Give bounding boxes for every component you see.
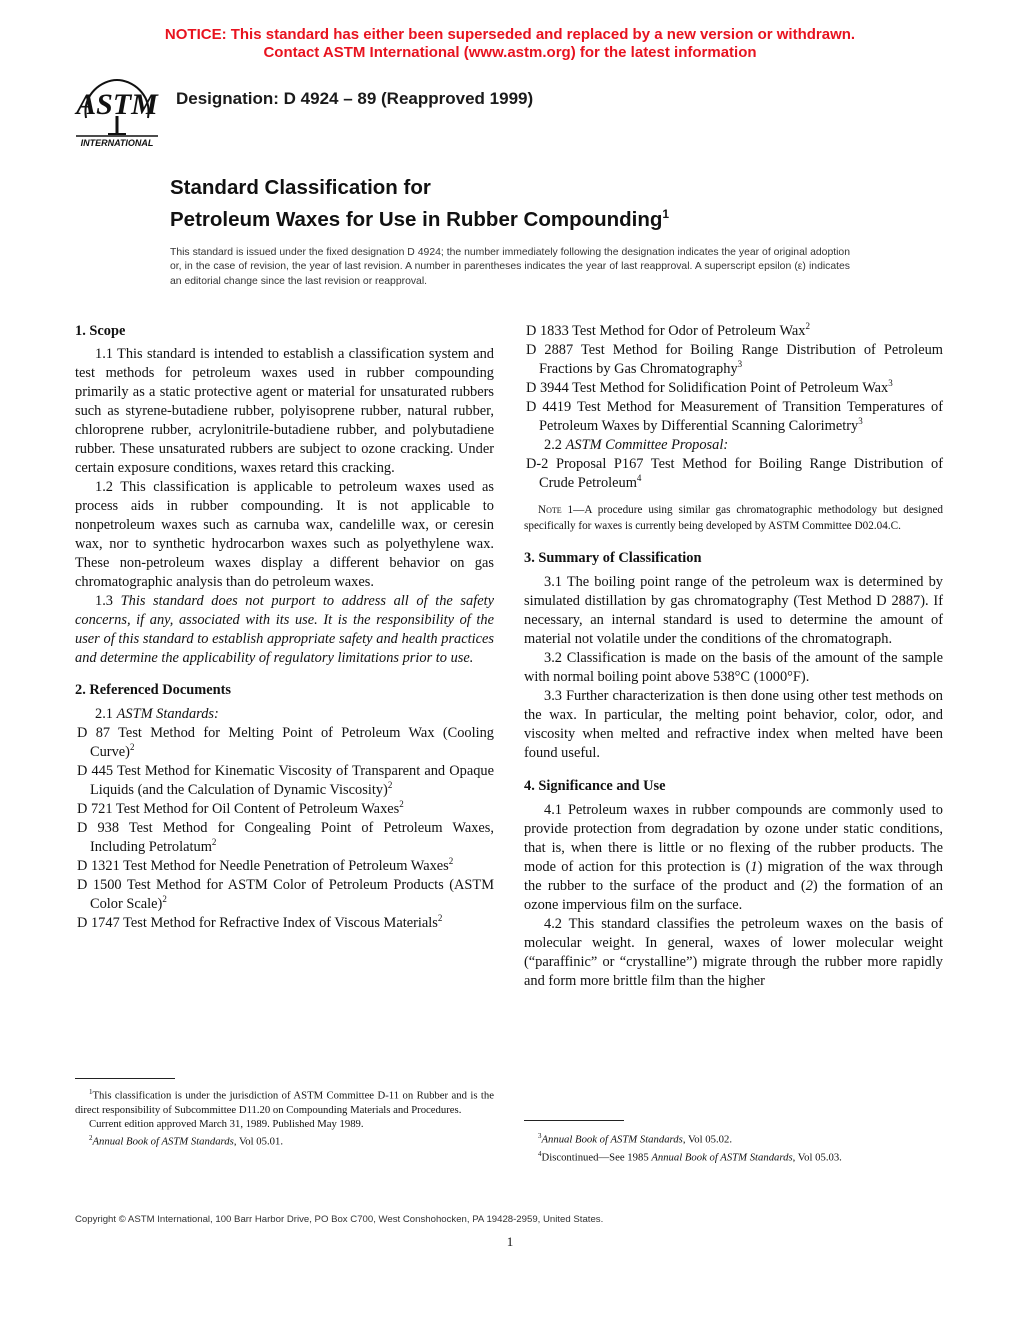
withdrawal-notice [0, 26, 1020, 62]
subsection-2-1-number: 2.1 [95, 706, 117, 722]
reference-item [524, 341, 943, 379]
footnote-3-rest: , Vol 05.02. [682, 1133, 733, 1146]
title-footnote-ref: 1 [662, 207, 670, 221]
notice-line-1: NOTICE: This standard has either been superseded and replaced by a new version or withdrawn. [164, 26, 856, 43]
reference-item [524, 379, 943, 398]
title-line-1: Standard Classification for [170, 176, 431, 199]
reference-sup: 3 [888, 378, 893, 389]
subsection-2-2-number: 2.2 [544, 437, 566, 453]
section-1-heading: 1. Scope [75, 323, 126, 339]
reference-text: D 1500 Test Method for ASTM Color of Petroleum Products (ASTM Color Scale) [77, 877, 494, 912]
logo-letters: ASTM [76, 88, 158, 121]
reference-text: D 445 Test Method for Kinematic Viscosity of Transparent and Opaque Liquids (and the Calculation of Dynamic Viscosity) [77, 763, 494, 798]
section-2-heading: 2. Referenced Documents [75, 682, 231, 698]
footnote-divider [75, 1078, 175, 1079]
note-1-text: —A procedure using similar gas chromatographic methodology but designed specifically for waxes is currently being developed by ASTM Committee D02.04.C. [524, 504, 944, 532]
reference-sup: 2 [805, 321, 810, 332]
note-1-label: Note 1 [538, 504, 574, 516]
reference-item [75, 819, 494, 857]
left-column [75, 322, 494, 933]
reference-text: D 721 Test Method for Oil Content of Petroleum Waxes [77, 801, 400, 817]
designation: Designation: D 4924 – 89 (Reapproved 1999) [176, 89, 534, 108]
section-4-heading: 4. Significance and Use [524, 778, 666, 795]
footnote-2-marker: 2 [89, 1134, 93, 1143]
proposal-sup: 4 [636, 473, 642, 484]
footnote-4 [524, 1147, 943, 1165]
paragraph-3-2: 3.2 Classification is made on the basis of the amount of the sample with normal boiling point above 538°C (1000°F). [524, 650, 943, 686]
paragraph-1-3-text: This standard does not purport to address all of the safety concerns, if any, associated with its use. It is the responsibility of the user of this standard to establish appropriate safety and health practices and determine the applicability of regulatory limitations prior to use. [75, 593, 494, 666]
paragraph-1-3-number: 1.3 [95, 593, 121, 609]
footnote-divider [524, 1120, 624, 1121]
proposal-text: D-2 Proposal P167 Test Method for Boiling Range Distribution of Crude Petroleum [526, 456, 943, 491]
title-line-2-text: Petroleum Waxes for Use in Rubber Compounding [170, 207, 663, 231]
paragraph-4-1-num-1: 1 [750, 859, 758, 876]
subsection-2-1-label: ASTM Standards: [116, 706, 219, 722]
paragraph-4-1-part-b: ) migration of the wax through the rubber to the surface of the product and ( [524, 859, 943, 895]
right-column [524, 322, 943, 991]
footnote-4-prefix: Discontinued—See 1985 [541, 1151, 652, 1164]
reference-text: D 2887 Test Method for Boiling Range Distribution of Petroleum Fractions by Gas Chromatography [526, 342, 943, 377]
reference-sup: 2 [448, 856, 454, 867]
footnote-3 [524, 1129, 943, 1147]
reference-sup: 3 [858, 416, 863, 427]
reference-text: D 938 Test Method for Congealing Point of Petroleum Waxes, Including Petrolatum [77, 820, 494, 855]
reference-sup: 2 [129, 742, 135, 753]
footnote-4-title: Annual Book of ASTM Standards [651, 1151, 793, 1164]
section-3-heading: 3. Summary of Classification [524, 550, 702, 567]
reference-item [75, 800, 494, 819]
reference-item [75, 762, 494, 800]
astm-logo [72, 74, 162, 150]
reference-sup: 3 [737, 359, 743, 370]
paragraph-4-1-part-a: 4.1 Petroleum waxes in rubber compounds are commonly used to provide protection from degradation by ozone under static conditions, that is, when there is little or no flexing of the rubber products. The mode of action for this protection is ( [524, 802, 943, 876]
reference-item [75, 857, 494, 876]
paragraph-4-1-num-2: 2 [805, 878, 813, 895]
reference-item [524, 322, 943, 341]
left-footnotes [75, 1085, 494, 1149]
paragraph-1-3 [75, 592, 494, 668]
footnote-3-marker: 3 [538, 1132, 542, 1140]
proposal-item [524, 455, 943, 493]
reference-item [75, 914, 494, 933]
title-line-2 [170, 201, 669, 233]
reference-item [75, 724, 494, 762]
footnote-1-text: This classification is under the jurisdiction of ASTM Committee D-11 on Rubber and is the direct responsibility of Subcommittee D11.20 on Compounding Materials and Procedures. [75, 1089, 494, 1116]
footnote-1 [75, 1085, 494, 1117]
footnote-4-marker: 4 [538, 1149, 542, 1158]
paragraph-3-3: 3.3 Further characterization is then done using other test methods on the wax. In particular, the melting point behavior, color, odor, and viscosity when melted and refractive index when melted have been found useful. [524, 688, 943, 762]
reference-item [75, 876, 494, 914]
reference-item [524, 398, 943, 436]
reference-sup: 2 [399, 799, 404, 810]
footnote-4-rest: , Vol 05.03. [792, 1151, 842, 1164]
reference-sup: 2 [211, 837, 217, 848]
reference-text: D 1833 Test Method for Odor of Petroleum Wax [526, 323, 806, 339]
paragraph-4-2: 4.2 This standard classifies the petroleum waxes on the basis of molecular weight. In general, waxes of lower molecular weight (“paraffinic” or “crystalline”) migrate through the rubber more rapidly and form more brittle film than the higher [524, 916, 943, 990]
reference-text: D 1321 Test Method for Needle Penetration of Petroleum Waxes [77, 858, 449, 874]
footnote-3-title: Annual Book of ASTM Standards [541, 1133, 683, 1146]
reference-text: D 4419 Test Method for Measurement of Transition Temperatures of Petroleum Waxes by Differential Scanning Calorimetry [526, 399, 943, 434]
paragraph-4-1 [524, 801, 943, 915]
copyright-line: Copyright © ASTM International, 100 Barr Harbor Drive, PO Box C700, West Conshohocken, PA 19428-2959, United States. [75, 1214, 604, 1225]
footnote-2-rest: , Vol 05.01. [233, 1135, 284, 1148]
logo-subtitle: INTERNATIONAL [80, 138, 154, 148]
reference-sup: 2 [387, 780, 393, 791]
reference-sup: 2 [437, 913, 443, 924]
edition-note: Current edition approved March 31, 1989. Published May 1989. [89, 1117, 364, 1130]
preamble: This standard is issued under the fixed designation D 4924; the number immediately following the designation indicates the year of original adoption or, in the case of revision, the year of last revision. A number in parentheses indicates the year of last reapproval. A superscript epsilon (ε) indicates an editorial change since the last revision or reapproval. [170, 247, 850, 287]
reference-text: D 87 Test Method for Melting Point of Petroleum Wax (Cooling Curve) [77, 725, 494, 760]
page-number: 1 [506, 1234, 514, 1249]
footnote-2 [75, 1131, 494, 1149]
notice-line-2: Contact ASTM International (www.astm.org) for the latest information [263, 44, 757, 61]
footnote-2-title: Annual Book of ASTM Standards [92, 1135, 234, 1148]
paragraph-4-1-part-c: ) the formation of an ozone impervious film on the surface. [524, 878, 943, 914]
reference-text: D 3944 Test Method for Solidification Point of Petroleum Wax [526, 380, 889, 396]
subsection-2-1 [75, 705, 494, 724]
reference-sup: 2 [162, 894, 167, 905]
note-1 [524, 503, 943, 534]
astm-logo-graphic [72, 74, 162, 150]
paragraph-3-1: 3.1 The boiling point range of the petroleum wax is determined by simulated distillation by gas chromatography (Test Method D 2887). If necessary, an internal standard is used to determine the amount of material not volatile under the conditions of the chromatograph. [524, 574, 943, 648]
document-title [170, 175, 669, 233]
subsection-2-2 [524, 436, 943, 455]
paragraph-1-1: 1.1 This standard is intended to establish a classification system and test methods for petroleum waxes used in rubber compounding primarily as a static protective agent or material for unsaturated rubbers such as styrene-butadiene rubber, polyisoprene rubber, natural rubber, chloroprene rubber, acrylonitrile-butadiene rubber, and polybutadiene rubber. These unsaturated rubbers are subject to ozone cracking. Under certain exposure conditions, waxes retard this cracking. [75, 346, 494, 476]
right-footnotes [524, 1129, 943, 1165]
reference-text: D 1747 Test Method for Refractive Index of Viscous Materials [77, 915, 438, 931]
footnote-1-marker: 1 [89, 1088, 93, 1096]
paragraph-1-2: 1.2 This classification is applicable to petroleum waxes used as process aids in rubber compounding. It is not applicable to nonpetroleum waxes such as carnuba wax, candelille wax, or ceresin wax, nor to synthetic hydrocarbon waxes such as polyethylene wax. These non-petroleum waxes display a different behavior on gas chromatographic analysis than do petroleum waxes. [75, 479, 494, 590]
subsection-2-2-label: ASTM Committee Proposal: [565, 437, 729, 453]
